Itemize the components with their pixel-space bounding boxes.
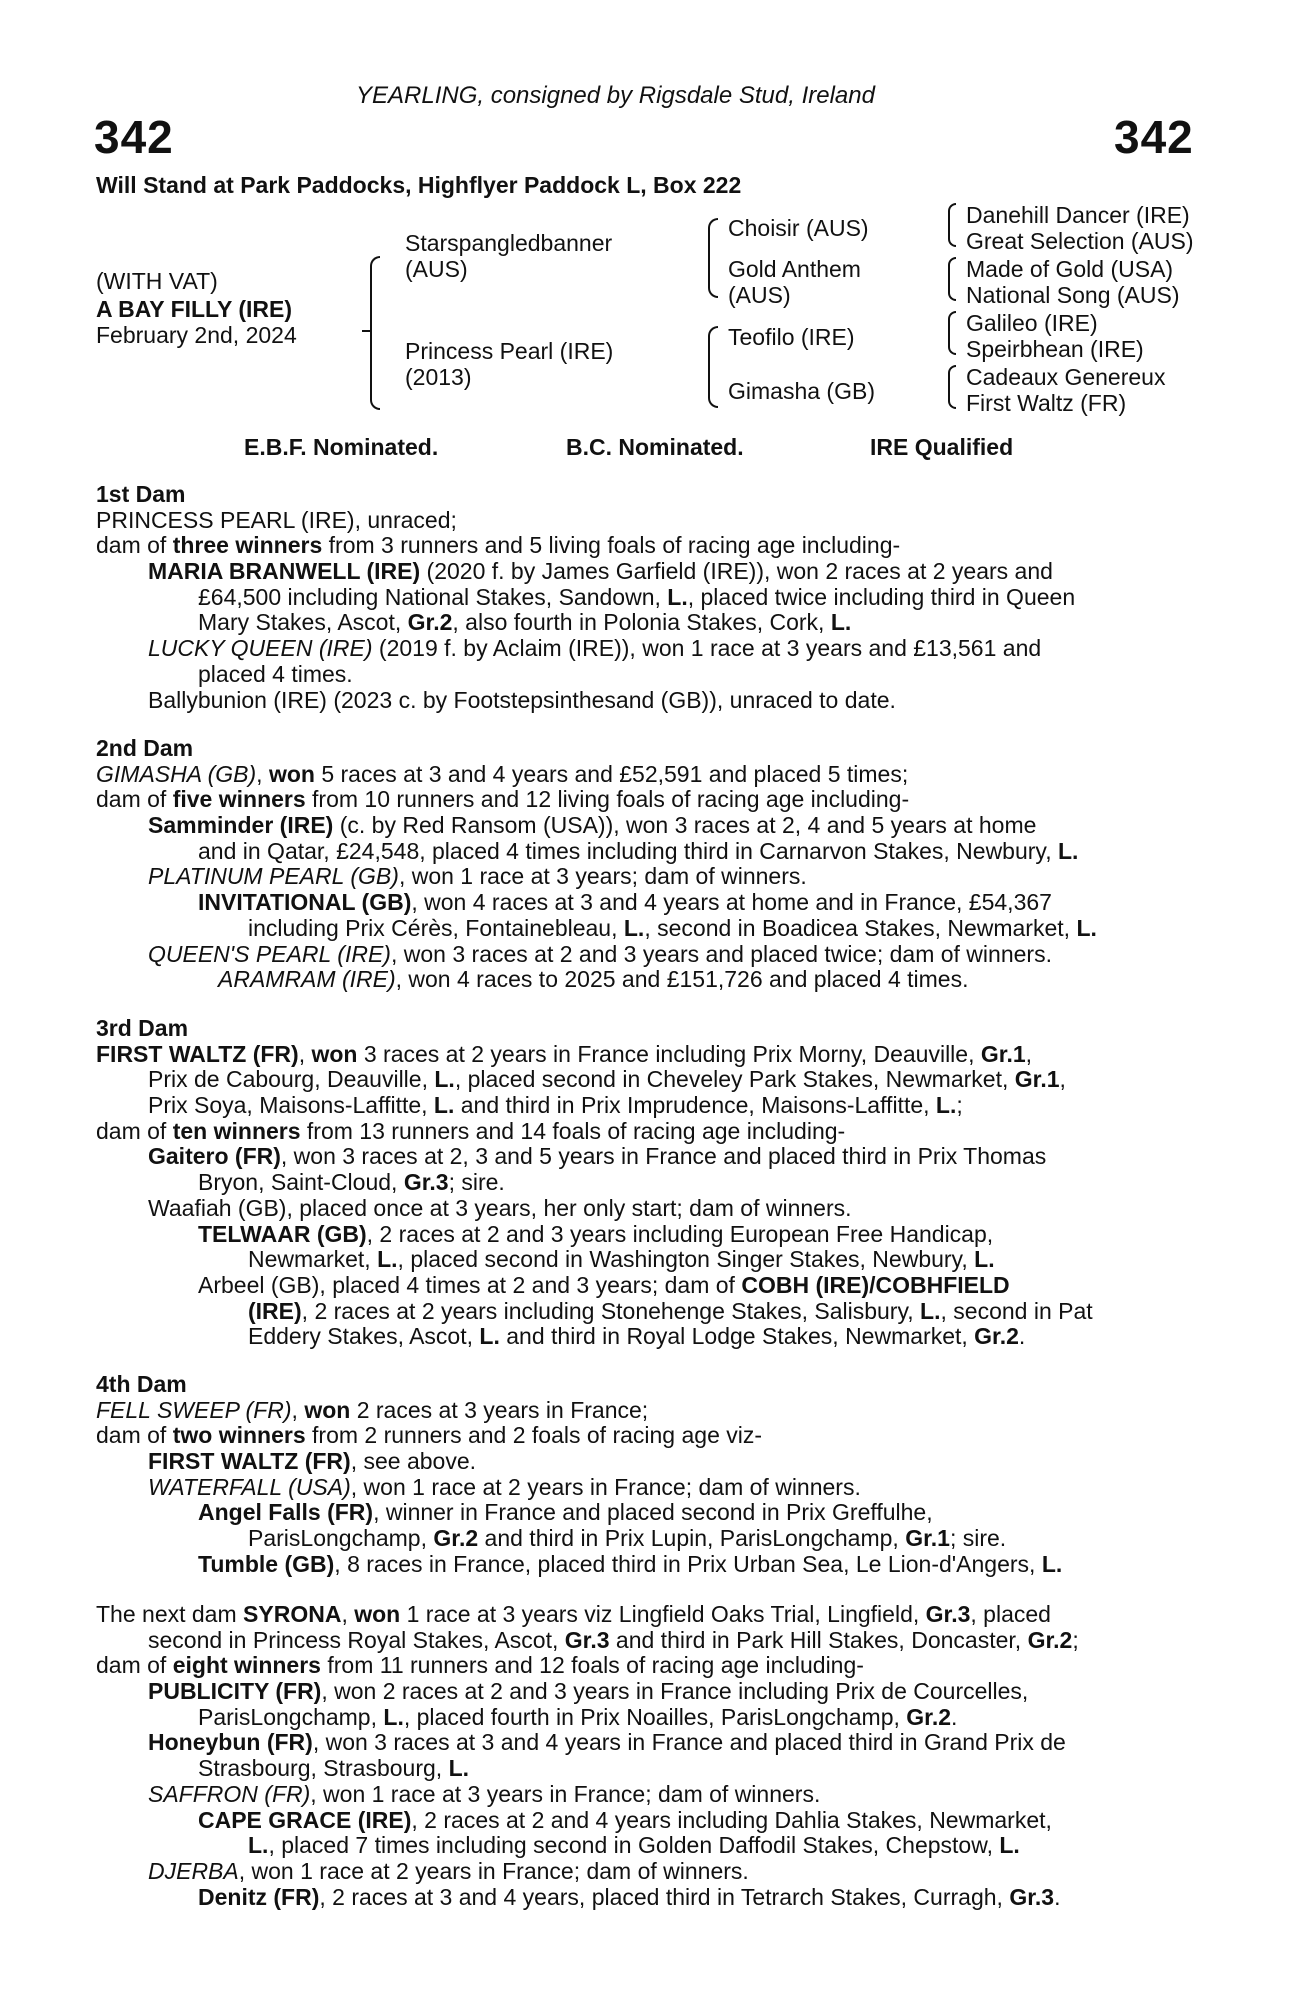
- dam-line: FELL SWEEP (FR), won 2 races at 3 years in France;: [96, 1396, 649, 1423]
- stand-location: Will Stand at Park Paddocks, Highflyer Paddock L, Box 222: [96, 172, 742, 198]
- produce-entry: FIRST WALTZ (FR), see above.: [148, 1448, 476, 1475]
- bracket: [948, 365, 956, 409]
- bracket: [708, 326, 718, 408]
- produce-entry: Waafiah (GB), placed once at 3 years, her only start; dam of winners.: [148, 1194, 852, 1221]
- produce-entry-cont: Eddery Stakes, Ascot, L. and third in Royal Lodge Stakes, Newmarket, Gr.2.: [248, 1323, 1026, 1350]
- produce-entry: Honeybun (FR), won 3 races at 3 and 4 years in France and placed third in Grand Prix de: [148, 1729, 1066, 1756]
- produce-entry-cont: Bryon, Saint-Cloud, Gr.3; sire.: [198, 1169, 505, 1196]
- bracket: [948, 311, 956, 355]
- bracket: [362, 330, 370, 332]
- third-dam-section: [96, 1016, 1208, 1350]
- ebf-nomination: E.B.F. Nominated.: [244, 434, 439, 460]
- sire-dam: Gold Anthem: [728, 256, 861, 282]
- produce-entry: Gaitero (FR), won 3 races at 2, 3 and 5 years in France and placed third in Prix Thomas: [148, 1143, 1047, 1170]
- gen3-horse: Galileo (IRE): [966, 310, 1098, 336]
- bracket: [708, 218, 718, 298]
- gen3-horse: Great Selection (AUS): [966, 228, 1194, 254]
- produce-entry-cont: ParisLongchamp, L., placed fourth in Prix Noailles, ParisLongchamp, Gr.2.: [198, 1703, 958, 1730]
- produce-summary: dam of ten winners from 13 runners and 14 foals of racing age including-: [96, 1117, 846, 1144]
- vat-note: (WITH VAT): [96, 268, 218, 294]
- dam-name: Princess Pearl (IRE): [405, 338, 614, 364]
- dam-line-cont: Prix Soya, Maisons-Laffitte, L. and third in Prix Imprudence, Maisons-Laffitte, L.;: [148, 1092, 963, 1119]
- gen3-horse: National Song (AUS): [966, 282, 1180, 308]
- produce-entry-cont: L., placed 7 times including second in Golden Daffodil Stakes, Chepstow, L.: [248, 1832, 1020, 1859]
- produce-entry: Angel Falls (FR), winner in France and placed second in Prix Greffulhe,: [198, 1499, 933, 1526]
- produce-entry: Tumble (GB), 8 races in France, placed third in Prix Urban Sea, Le Lion-d'Angers, L.: [198, 1550, 1063, 1577]
- dam-line-cont: second in Princess Royal Stakes, Ascot, Gr.3 and third in Park Hill Stakes, Doncaster, Gr.2;: [148, 1626, 1079, 1653]
- next-dam-section: [96, 1602, 1208, 1910]
- produce-summary: dam of eight winners from 11 runners and 12 foals of racing age including-: [96, 1652, 864, 1679]
- produce-entry: LUCKY QUEEN (IRE) (2019 f. by Aclaim (IRE)), won 1 race at 3 years and £13,561 and: [148, 635, 1042, 662]
- produce-entry: Denitz (FR), 2 races at 3 and 4 years, placed third in Tetrarch Stakes, Curragh, Gr.3.: [198, 1883, 1061, 1910]
- dam-line: The next dam SYRONA, won 1 race at 3 years viz Lingfield Oaks Trial, Lingfield, Gr.3, placed: [96, 1601, 1051, 1627]
- fourth-dam-section: [96, 1372, 1208, 1578]
- gen3-horse: Cadeaux Genereux: [966, 364, 1166, 390]
- gen3-horse: First Waltz (FR): [966, 390, 1127, 416]
- first-dam-section: [96, 482, 1208, 713]
- gen3-horse: Speirbhean (IRE): [966, 336, 1144, 362]
- dam-sire: Teofilo (IRE): [728, 324, 855, 350]
- produce-summary: dam of five winners from 10 runners and 12 living foals of racing age including-: [96, 786, 910, 813]
- dam-line: GIMASHA (GB), won 5 races at 3 and 4 years and £52,591 and placed 5 times;: [96, 760, 909, 787]
- lot-number-right: 342: [1114, 111, 1194, 163]
- produce-entry: PLATINUM PEARL (GB), won 1 race at 3 years; dam of winners.: [148, 863, 807, 890]
- section-heading: 2nd Dam: [96, 735, 194, 761]
- section-heading: 4th Dam: [96, 1371, 187, 1397]
- sire-country: (AUS): [405, 256, 468, 282]
- bracket: [370, 256, 380, 410]
- produce-entry: DJERBA, won 1 race at 2 years in France; dam of winners.: [148, 1857, 749, 1884]
- produce-entry: MARIA BRANWELL (IRE) (2020 f. by James Garfield (IRE)), won 2 races at 2 years and: [148, 558, 1053, 585]
- lot-number-left: 342: [94, 111, 174, 163]
- bc-nomination: B.C. Nominated.: [566, 434, 744, 460]
- produce-summary: dam of two winners from 2 runners and 2 foals of racing age viz-: [96, 1422, 763, 1449]
- ire-qualified: IRE Qualified: [870, 434, 1014, 460]
- produce-entry-cont: (IRE), 2 races at 2 years including Stonehenge Stakes, Salisbury, L., second in Pat: [248, 1297, 1093, 1324]
- dam-dam: Gimasha (GB): [728, 378, 875, 404]
- produce-entry: QUEEN'S PEARL (IRE), won 3 races at 2 and 3 years and placed twice; dam of winners.: [148, 940, 1052, 967]
- produce-entry-cont: Mary Stakes, Ascot, Gr.2, also fourth in Polonia Stakes, Cork, L.: [198, 609, 852, 636]
- produce-entry-cont: Newmarket, L., placed second in Washington Singer Stakes, Newbury, L.: [248, 1246, 995, 1273]
- dam-line-cont: Prix de Cabourg, Deauville, L., placed second in Cheveley Park Stakes, Newmarket, Gr.1,: [148, 1066, 1066, 1093]
- produce-entry-cont: including Prix Cérès, Fontainebleau, L., second in Boadicea Stakes, Newmarket, L.: [248, 914, 1097, 941]
- gen3-horse: Danehill Dancer (IRE): [966, 202, 1190, 228]
- sire-dam-country: (AUS): [728, 282, 791, 308]
- produce-summary: dam of three winners from 3 runners and 5 living foals of racing age including-: [96, 532, 901, 559]
- produce-entry-cont: ParisLongchamp, Gr.2 and third in Prix Lupin, ParisLongchamp, Gr.1; sire.: [248, 1525, 1007, 1552]
- produce-entry-cont: Strasbourg, Strasbourg, L.: [198, 1755, 470, 1782]
- produce-entry: Arbeel (GB), placed 4 times at 2 and 3 years; dam of COBH (IRE)/COBHFIELD: [198, 1271, 1010, 1298]
- sire-name: Starspangledbanner: [405, 230, 613, 256]
- dam-line: PRINCESS PEARL (IRE), unraced;: [96, 506, 457, 533]
- produce-entry: ARAMRAM (IRE), won 4 races to 2025 and £151,726 and placed 4 times.: [218, 966, 969, 993]
- produce-entry-cont: placed 4 times.: [198, 660, 353, 687]
- produce-entry-cont: and in Qatar, £24,548, placed 4 times including third in Carnarvon Stakes, Newbury, L.: [198, 837, 1079, 864]
- consignor-line: YEARLING, consigned by Rigsdale Stud, Ireland: [356, 82, 875, 109]
- produce-entry: TELWAAR (GB), 2 races at 2 and 3 years including European Free Handicap,: [198, 1220, 994, 1247]
- second-dam-section: [96, 736, 1208, 993]
- horse-name: A BAY FILLY (IRE): [96, 296, 292, 322]
- produce-entry: PUBLICITY (FR), won 2 races at 2 and 3 years in France including Prix de Courcelles,: [148, 1678, 1029, 1705]
- section-heading: 1st Dam: [96, 481, 186, 507]
- gen3-horse: Made of Gold (USA): [966, 256, 1174, 282]
- bracket: [948, 203, 956, 247]
- produce-entry: Ballybunion (IRE) (2023 c. by Footstepsinthesand (GB)), unraced to date.: [148, 686, 896, 713]
- produce-entry: SAFFRON (FR), won 1 race at 3 years in France; dam of winners.: [148, 1780, 821, 1807]
- dam-line: FIRST WALTZ (FR), won 3 races at 2 years in France including Prix Morny, Deauville, Gr.1,: [96, 1040, 1033, 1067]
- dam-year: (2013): [405, 364, 472, 390]
- bracket: [948, 257, 956, 301]
- sire-sire: Choisir (AUS): [728, 215, 869, 241]
- produce-entry: CAPE GRACE (IRE), 2 races at 2 and 4 years including Dahlia Stakes, Newmarket,: [198, 1806, 1052, 1833]
- produce-entry: INVITATIONAL (GB), won 4 races at 3 and 4 years at home and in France, £54,367: [198, 889, 1052, 916]
- section-heading: 3rd Dam: [96, 1015, 189, 1041]
- foaling-date: February 2nd, 2024: [96, 322, 297, 348]
- produce-entry-cont: £64,500 including National Stakes, Sandown, L., placed twice including third in Queen: [198, 583, 1076, 610]
- produce-entry: Samminder (IRE) (c. by Red Ransom (USA)), won 3 races at 2, 4 and 5 years at home: [148, 812, 1037, 839]
- produce-entry: WATERFALL (USA), won 1 race at 2 years in France; dam of winners.: [148, 1473, 861, 1500]
